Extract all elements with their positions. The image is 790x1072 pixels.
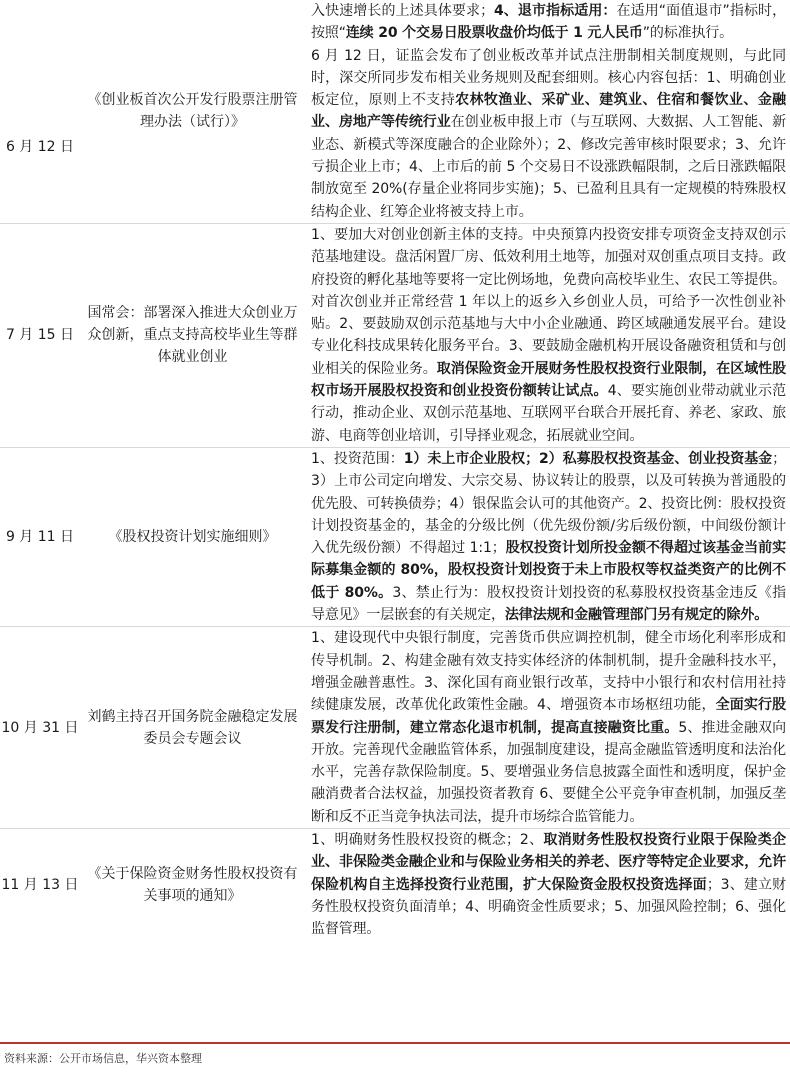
bold-highlight: 取消保险资金开展财务性股权投资行业限制，在区域性股权市场开展股权投资和创业投资份额转让试点。 (311, 360, 787, 400)
footer-divider (0, 1042, 790, 1044)
row-content (305, 627, 790, 829)
row-date: 11 月 13 日 (0, 828, 80, 940)
row-date: 7 月 15 日 (0, 223, 80, 447)
content-text: 1、明确财务性股权投资的概念；2、 (311, 831, 544, 848)
content-text: ；3）上市公司定向增发、大宗交易、协议转让的股票，以及可转换为普通股的优先股、可转换债券；4）银保监会认可的其他资产。2、投资比例：股权投资计划投资基金的，基金的分级比例（优先级份额/劣后级份额，中间级份额计入优先级份额）不得超过 1:1； (311, 450, 787, 557)
row-title: 刘鹤主持召开国务院金融稳定发展委员会专题会议 (80, 627, 305, 829)
content-paragraph (311, 224, 786, 447)
table-row (0, 447, 790, 626)
table-row (0, 627, 790, 829)
content-paragraph (311, 45, 786, 223)
content-text: 5、推进金融双向开放。完善现代金融监管体系，加强制度建设，提高金融监管透明度和法治化水平，完善存款保险制度。5、要增强业务信息披露全面性和透明度，保护金融消费者合法权益，加强投资者教育 6、要健全公平竞争审查机制，加强反垄断和反不正当竞争执法司法，提升市场综合监管能力。 (311, 719, 786, 825)
content-text: 6 月 12 日，证监会发布了创业板改革并试点注册制相关制度规则，与此同时，深交所同步发布相关业务规则及配套细则。核心内容包括：1、明确创业板定位，原则上不支持 (311, 47, 786, 109)
content-text: 在创业板申报上市（与互联网、大数据、人工智能、新业态、新模式等深度融合的企业除外）；2、修改完善审核时限要求；3、允许亏损企业上市；4、上市后的前 5 个交易日不设涨跌幅限制，之后日涨跌幅限制放宽至 20%(存量企业将同步实施)；5、已盈利且具有一定规模的特殊股权结构企业、红筹企业将被支持上市。 (311, 114, 787, 220)
row-title: 国常会：部署深入推进大众创业万众创新，重点支持高校毕业生等群体就业创业 (80, 223, 305, 447)
source-note: 资料来源：公开市场信息，华兴资本整理 (4, 1052, 202, 1065)
content-paragraph (311, 627, 786, 828)
table-row (0, 223, 790, 447)
content-text: 1、建设现代中央银行制度，完善货币供应调控机制，健全市场化利率形成和传导机制。2、构建金融有效支持实体经济的体制机制，提升金融科技水平，增强金融普惠性。3、深化国有商业银行改革，支持中小银行和农村信用社持续健康发展，改革优化政策性金融。4、增强资本市场枢纽功能， (311, 630, 786, 714)
content-text: 1、要加大对创业创新主体的支持。中央预算内投资安排专项资金支持双创示范基地建设。盘活闲置厂房、低效利用土地等，加强对双创重点项目支持。政府投资的孵化基地等要将一定比例场地，免费向高校毕业生、农民工等提供。对首次创业并正常经营 1 年以上的返乡入乡创业人员，可给予一次性创业补贴。2、要鼓励双创示范基地与大中小企业融通、跨区域融通发展平台。建设专业化科技成果转化服务平台。3、要鼓励金融机构开展设备融资租赁和与创业相关的保险业务。 (311, 226, 786, 377)
content-text: ；3、建立财务性股权投资负面清单；4、明确资金性质要求；5、加强风险控制；6、强化监督管理。 (311, 876, 786, 938)
content-text: 在适用“面值退市”指标时，按照“ (311, 3, 786, 42)
table-row (0, 0, 790, 223)
content-text: 3、禁止行为：股权投资计划投资的私募股权投资基金违反《指导意见》一层嵌套的有关规定， (311, 584, 786, 624)
bold-highlight: 农林牧渔业、采矿业、建筑业、住宿和餐饮业、金融业、房地产等传统行业 (311, 92, 786, 131)
content-paragraph (311, 0, 786, 45)
row-content (305, 0, 790, 223)
row-title: 《股权投资计划实施细则》 (80, 447, 305, 626)
table-row (0, 828, 790, 940)
bold-highlight: 全面实行股票发行注册制，建立常态化退市机制，提高直接融资比重。 (311, 697, 787, 736)
row-content (305, 223, 790, 447)
row-title: 《关于保险资金财务性股权投资有关事项的通知》 (80, 828, 305, 940)
content-text: 4、要实施创业带动就业示范行动，推动企业、双创示范基地、互联网平台联合开展托育、养老、家政、旅游、电商等创业培训，引导择业观念，拓展就业空间。 (311, 383, 786, 444)
bold-highlight: 法律法规和金融管理部门另有规定的除外。 (504, 607, 769, 624)
row-date: 10 月 31 日 (0, 627, 80, 829)
row-date: 9 月 11 日 (0, 447, 80, 626)
content-text: ”的标准执行。 (642, 25, 733, 42)
bold-highlight: 取消财务性股权投资行业限于保险类企业、非保险类金融企业和与保险业务相关的养老、医疗等特定企业要求，允许保险机构自主选择投资行业范围，扩大保险资金股权投资选择面 (311, 831, 786, 893)
row-content (305, 828, 790, 940)
content-text: 入快速增长的上述具体要求； (311, 3, 494, 19)
row-date: 6 月 12 日 (5, 139, 75, 156)
bold-highlight: 股权投资计划所投金额不得超过该基金当前实际募集金额的 80%，股权投资计划投资于未上市股权等权益类资产的比例不低于 80%。 (311, 540, 786, 601)
row-title: 《创业板首次公开发行股票注册管理办法（试行）》 (87, 92, 298, 131)
row-content (305, 447, 790, 626)
content-paragraph (311, 448, 786, 626)
bold-highlight: 连续 20 个交易日股票收盘价均低于 1 元人民币 (345, 25, 643, 42)
content-paragraph (311, 829, 786, 940)
bold-highlight: 4、退市指标适用： (493, 3, 617, 19)
content-text: 1、投资范围： (311, 450, 404, 467)
bold-highlight: 1）未上市企业股权；2）私募股权投资基金、创业投资基金 (403, 450, 773, 467)
